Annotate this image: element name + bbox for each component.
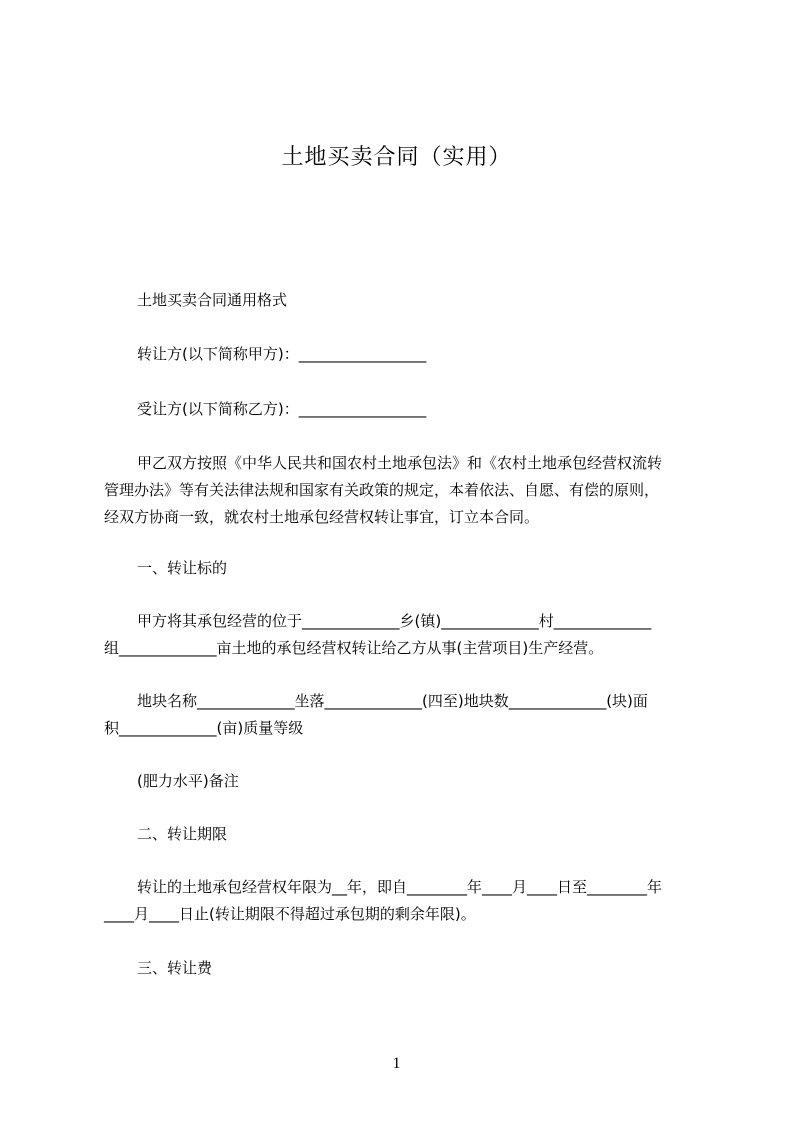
section2-p1-line-1: 转让的土地承包经营权年限为__年，即自________年____月____日至________年 <box>137 878 663 896</box>
intro-line-1: 甲乙双方按照《中华人民共和国农村土地承包法》和《农村土地承包经营权流转 <box>137 454 663 472</box>
section1-p1-line-1: 甲方将其承包经营的位于_____________乡(镇)_____________村_____________ <box>137 612 652 630</box>
section1-p3: (肥力水平)备注 <box>137 772 239 790</box>
subtitle: 土地买卖合同通用格式 <box>137 291 288 309</box>
page-number: 1 <box>392 1055 401 1072</box>
document-title: 土地买卖合同（实用） <box>281 145 512 170</box>
section1-p2-line-1: 地块名称_____________坐落_____________(四至)地块数_____________(块)面 <box>137 692 648 710</box>
section-heading: 三、转让费 <box>137 959 213 977</box>
intro-line-3: 经双方协商一致，就农村土地承包经营权转让事宜，订立本合同。 <box>104 508 540 526</box>
transferee-line: 受让方(以下简称乙方)：_________________ <box>137 400 427 418</box>
section2-p1-line-2: ____月____日止(转让期限不得超过承包期的剩余年限)。 <box>104 905 476 923</box>
section-heading: 二、转让期限 <box>137 825 228 843</box>
section-heading: 一、转让标的 <box>137 559 228 577</box>
transferor-line: 转让方(以下简称甲方)：_________________ <box>137 345 427 363</box>
intro-line-2: 管理办法》等有关法律法规和国家有关政策的规定，本着依法、自愿、有偿的原则， <box>104 481 660 499</box>
section1-p2-line-2: 积_____________(亩)质量等级 <box>104 719 304 737</box>
section1-p1-line-2: 组_____________亩土地的承包经营权转让给乙方从事(主营项目)生产经营。 <box>104 639 604 657</box>
